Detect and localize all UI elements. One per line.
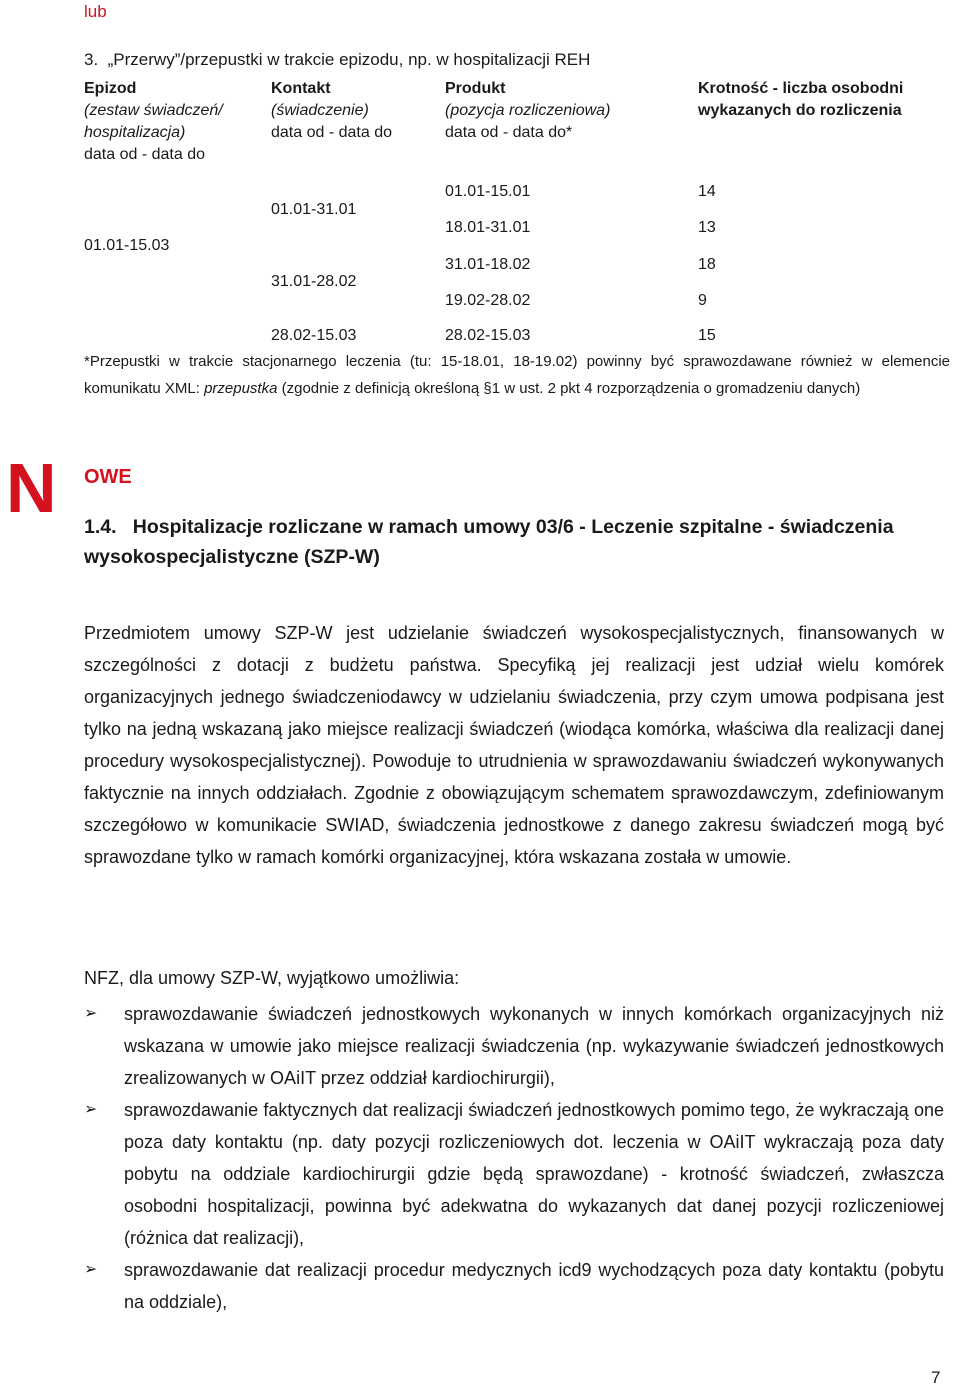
produkt-count-cell: 18 xyxy=(698,256,716,273)
list-intro: NFZ, dla umowy SZP-W, wyjątkowo umożliwia: xyxy=(84,968,460,988)
produkt-date-cell: 01.01-15.01 xyxy=(445,183,531,200)
table-footnote: *Przepustki w trakcie stacjonarnego leczenia (tu: 15-18.01, 18-19.02) powinny być sprawozdawane również w elemencie komunikatu XML: przepustka (zgodnie z definicją określoną §1 w ust. 2 pkt 4 rozporządzenia o gromadzeniu danych) xyxy=(84,353,950,397)
owe-label: OWE xyxy=(84,466,132,488)
kontakt-cell: 28.02-15.03 xyxy=(271,327,357,344)
produkt-count-cell: 9 xyxy=(698,292,707,309)
header-epizod: Epizod (zestaw świadczeń/ hospitalizacja) data od - data do xyxy=(84,80,223,163)
header-produkt: Produkt (pozycja rozliczeniowa) data od - data do* xyxy=(445,80,611,141)
page-number: 7 xyxy=(931,1368,941,1387)
arrow-bullet-icon: ➢ xyxy=(84,1005,98,1022)
produkt-count-cell: 13 xyxy=(698,219,716,236)
kontakt-cell: 31.01-28.02 xyxy=(271,273,357,290)
body-paragraph: Przedmiotem umowy SZP-W jest udzielanie świadczeń wysokospecjalistycznych, finansowanych w szczególności z dotacji z budżetu państwa. Specyfiką jej realizacji jest udział wielu komórek organizacyjnych jednego świadczeniodawcy w udzielaniu świadczenia, przy czym umowa podpisana jest tylko na jedną wskazaną jako miejsce realizacji świadczeń (wiodąca komórka, właściwa dla realizacji danej procedury wysokospecjalistycznej). Powoduje to utrudnienia w sprawozdawaniu świadczeń wykonywanych faktycznie na innych oddziałach. Zgodnie z obowiązującym schematem sprawozdawczym, zdefiniowanym szczegółowo w komunikacie SWIAD, świadczenia jednostkowe z danego zakresu świadczeń mogą być sprawozdane tylko w ramach komórki organizacyjnej, która wskazana została w umowie. xyxy=(84,623,944,867)
epizod-cell: 01.01-15.03 xyxy=(84,237,170,254)
produkt-date-cell: 19.02-28.02 xyxy=(445,292,531,309)
section-title xyxy=(84,50,590,70)
arrow-bullet-icon: ➢ xyxy=(84,1101,98,1118)
kontakt-cell: 01.01-31.01 xyxy=(271,201,357,218)
list-item: ➢ sprawozdawanie faktycznych dat realizacji świadczeń jednostkowych pomimo tego, że wykraczają one poza daty kontaktu (np. daty pozycji rozliczeniowych dot. leczenia w OAiIT wykraczają poza daty pobytu na oddziale kardiochirurgii gdzie będą sprawozdane) - krotność świadczeń, zwłaszcza osobodni hospitalizacji, powinna być adekwatna do wykazanych dat danej pozycji rozliczeniowej (różnica dat realizacji), xyxy=(84,1094,944,1254)
episode-table xyxy=(84,78,952,354)
produkt-count-cell: 15 xyxy=(698,327,716,344)
arrow-bullet-icon: ➢ xyxy=(84,1261,98,1278)
produkt-count-cell: 14 xyxy=(698,183,716,200)
list-item: ➢ sprawozdawanie świadczeń jednostkowych wykonanych w innych komórkach organizacyjnych niż wskazana w umowie jako miejsce realizacji świadczenia (np. wykazywanie świadczeń jednostkowych zrealizowanych w OAiIT przez oddział kardiochirurgii), xyxy=(84,998,944,1094)
header-kontakt: Kontakt (świadczenie) data od - data do xyxy=(271,80,392,141)
section-title-text: „Przerwy”/przepustki w trakcie epizodu, np. w hospitalizacji REH xyxy=(107,50,591,69)
bullet-list xyxy=(84,998,944,1318)
produkt-date-cell: 18.01-31.01 xyxy=(445,219,531,236)
heading-text: Hospitalizacje rozliczane w ramach umowy 03/6 - Leczenie szpitalne - świadczenia wysokospecjalistyczne (SZP-W) xyxy=(84,516,894,568)
section-number: 3. xyxy=(84,50,99,69)
produkt-date-cell: 31.01-18.02 xyxy=(445,256,531,273)
heading-number: 1.4. xyxy=(84,516,117,538)
produkt-date-cell: 28.02-15.03 xyxy=(445,327,531,344)
side-marker-letter: N xyxy=(6,449,57,527)
section-heading xyxy=(84,512,944,572)
header-krotnosc: Krotność - liczba osobodni wykazanych do rozliczenia xyxy=(698,80,904,119)
alternative-word-lub: lub xyxy=(84,2,107,21)
list-item: ➢ sprawozdawanie dat realizacji procedur medycznych icd9 wychodzących poza daty kontaktu (pobytu na oddziale), xyxy=(84,1254,944,1318)
